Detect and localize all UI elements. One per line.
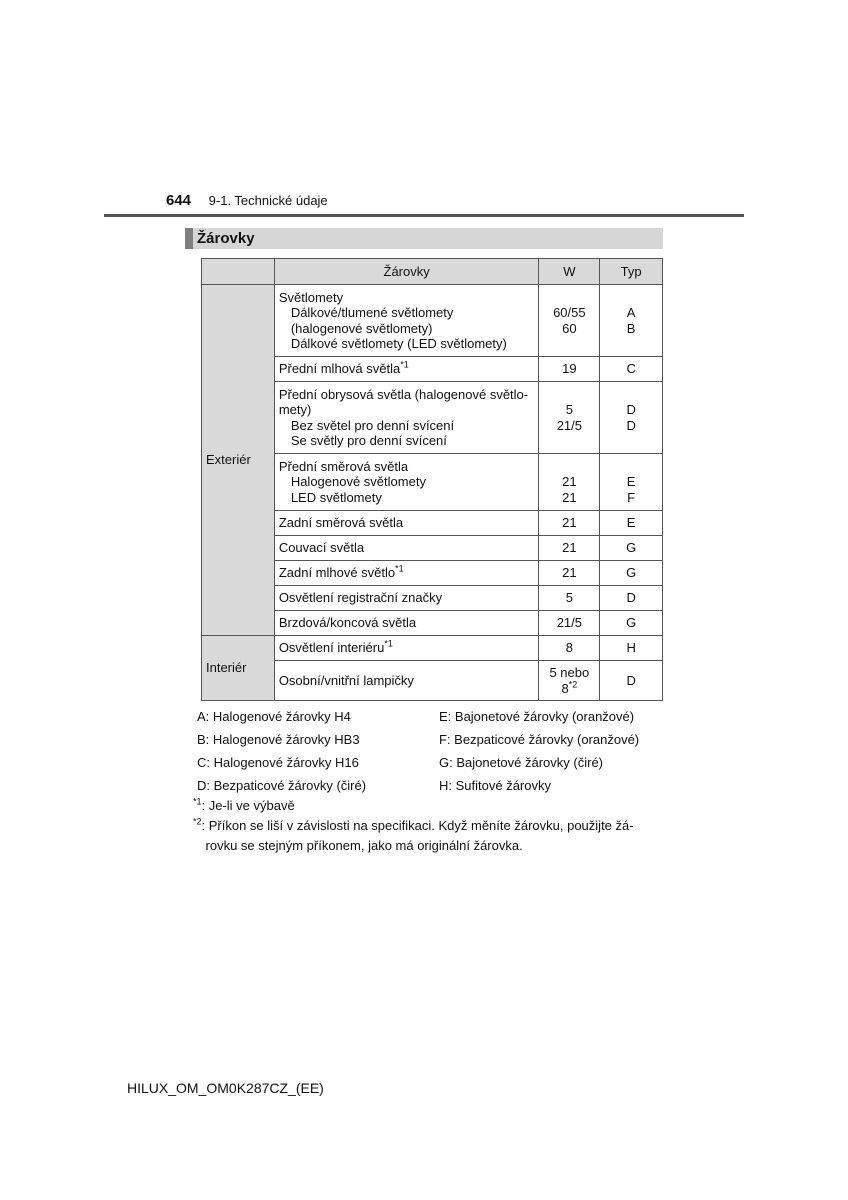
bulb-sub: Se světly pro denní svícení (290, 433, 447, 448)
bulb-name-cell (274, 454, 539, 511)
type-cell (600, 285, 663, 357)
bulb-name: Zadní směrová světla (274, 511, 539, 536)
bulb-sub: Halogenové světlomety (290, 474, 426, 490)
legend-row (197, 705, 667, 728)
type-value: D (600, 586, 663, 611)
footnote-mark: *1 (400, 359, 409, 370)
footnote-mark: *2 (568, 679, 578, 690)
type-value: A (626, 305, 636, 320)
legend-item: B: Halogenové žárovky HB3 (197, 732, 360, 747)
type-cell (600, 382, 663, 454)
bulb-name-cell (274, 382, 539, 454)
document-code: HILUX_OM_OM0K287CZ_(EE) (127, 1080, 324, 1096)
table-header-row (202, 259, 663, 285)
watt-value: 60/55 (553, 305, 586, 320)
watt-value: 21/5 (539, 611, 600, 636)
group-interior: Interiér (202, 636, 275, 701)
group-exterior: Exteriér (202, 285, 275, 636)
type-value: D (626, 417, 636, 433)
watt-value: 21 (539, 561, 600, 586)
bulb-name: Přední směrová světla (278, 458, 409, 474)
type-value: D (626, 402, 636, 417)
legend-item: A: Halogenové žárovky H4 (197, 709, 351, 724)
watt-value: 21 (562, 474, 577, 490)
header-blank-cell (202, 259, 275, 285)
header-type: Typ (600, 259, 663, 285)
footnote-mark: *1 (395, 563, 404, 574)
type-legend (197, 705, 667, 797)
header-watts: W (539, 259, 600, 285)
table-row (202, 636, 663, 661)
bulb-name: Přední obrysová světla (halogenové světlo- (278, 386, 529, 402)
type-value: D (600, 661, 663, 701)
footnote-text: : Příkon se liší v závislosti na specifikaci. Když měníte žárovku, použijte žá- (201, 818, 634, 833)
watt-value: 5 (565, 402, 573, 417)
watt-value: 5 (539, 586, 600, 611)
legend-item: D: Bezpaticové žárovky (čiré) (197, 778, 367, 793)
type-value: F (627, 489, 636, 505)
watt-value: 5 nebo (549, 665, 590, 680)
bulb-name: Zadní mlhové světlo (278, 565, 396, 581)
watt-value: 21 (562, 489, 577, 505)
watt-cell (539, 382, 600, 454)
legend-item: H: Sufitové žárovky (439, 778, 551, 793)
watt-value: 21 (539, 511, 600, 536)
footnotes (193, 796, 663, 856)
watt-value: 8 (539, 636, 600, 661)
bulb-name-cell (274, 636, 539, 661)
watt-value: 8 (561, 680, 569, 696)
type-value: G (600, 611, 663, 636)
footnote (193, 796, 663, 816)
type-value: B (626, 320, 636, 336)
type-cell (600, 454, 663, 511)
watt-cell (539, 661, 600, 701)
watt-value: 21/5 (556, 417, 583, 433)
footnote-text: : Je-li ve výbavě (201, 798, 295, 813)
bulb-name: Osvětlení registrační značky (274, 586, 539, 611)
legend-row (197, 751, 667, 774)
bulb-sub: Bez světel pro denní svícení (290, 417, 455, 433)
bulb-name: Couvací světla (274, 536, 539, 561)
legend-item: E: Bajonetové žárovky (oranžové) (439, 709, 635, 724)
bulb-name-cell (274, 357, 539, 382)
type-value: E (626, 474, 636, 490)
page-number: 644 (166, 192, 192, 209)
bulb-sub: LED světlomety (290, 489, 382, 505)
watt-value: 60 (562, 320, 577, 336)
type-value: E (600, 511, 663, 536)
footnote-mark: *2 (193, 816, 202, 827)
bulb-name-continued: mety) (278, 402, 312, 417)
header-divider (104, 214, 744, 217)
section-title: Žárovky (185, 228, 663, 249)
type-value: C (600, 357, 663, 382)
bulb-name: Světlomety (278, 289, 344, 305)
legend-item: F: Bezpaticové žárovky (oranžové) (439, 732, 640, 747)
footnote-mark: *1 (193, 796, 202, 807)
legend-row (197, 728, 667, 751)
watt-value: 21 (539, 536, 600, 561)
legend-item: G: Bajonetové žárovky (čiré) (439, 755, 604, 770)
bulb-name: Osobní/vnitřní lampičky (274, 661, 539, 701)
bulb-table (201, 258, 663, 701)
bulb-sub: Dálkové světlomety (LED světlomety) (290, 336, 507, 351)
section-label: 9-1. Technické údaje (208, 193, 328, 208)
bulb-sub: Dálkové/tlumené světlomety (290, 305, 454, 320)
footnote (193, 816, 663, 856)
legend-item: C: Halogenové žárovky H16 (197, 755, 359, 770)
bulb-name: Brzdová/koncová světla (274, 611, 539, 636)
bulb-name-cell (274, 561, 539, 586)
type-value: G (600, 561, 663, 586)
watt-cell (539, 454, 600, 511)
footnote-mark: *1 (384, 638, 393, 649)
header-bulbs: Žárovky (274, 259, 539, 285)
page-header (166, 192, 328, 209)
bulb-name: Osvětlení interiéru (278, 640, 385, 656)
type-value: H (600, 636, 663, 661)
bulb-name-cell (274, 285, 539, 357)
watt-value: 19 (539, 357, 600, 382)
legend-row (197, 774, 667, 797)
watt-cell (539, 285, 600, 357)
table-row (202, 285, 663, 357)
type-value: G (600, 536, 663, 561)
footnote-text-continued: rovku se stejným příkonem, jako má originální žárovka. (205, 838, 523, 853)
bulb-sub: (halogenové světlomety) (290, 320, 433, 336)
bulb-name: Přední mlhová světla (278, 361, 401, 377)
